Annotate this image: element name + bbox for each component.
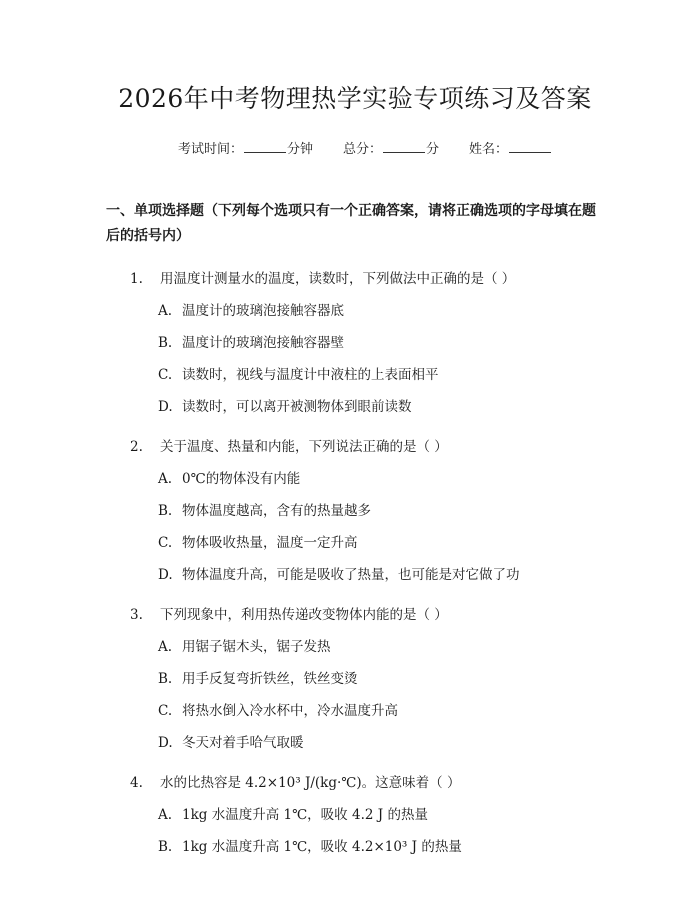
- question-1: [106, 269, 604, 289]
- answer-option: [158, 533, 604, 553]
- answer-option: [158, 501, 604, 521]
- option-letter: A.: [158, 639, 173, 655]
- option-text: 用手反复弯折铁丝，铁丝变烫: [182, 671, 358, 687]
- question-number: 3.: [130, 607, 143, 623]
- name-label: 姓名：: [469, 142, 509, 157]
- answer-option: [158, 637, 604, 657]
- question-text: 用温度计测量水的温度，读数时，下列做法中正确的是（ ）: [160, 271, 516, 287]
- question-text: 下列现象中，利用热传递改变物体内能的是（ ）: [160, 607, 448, 623]
- answer-option: [158, 333, 604, 353]
- option-text: 物体吸收热量，温度一定升高: [182, 535, 358, 551]
- option-letter: C.: [158, 367, 173, 383]
- document-title: 2026年中考物理热学实验专项练习及答案: [118, 84, 592, 113]
- question-3: [106, 605, 604, 625]
- option-text: 1kg 水温度升高 1℃，吸收 4.2×10³ J 的热量: [182, 839, 462, 855]
- option-text: 将热水倒入冷水杯中，冷水温度升高: [182, 703, 398, 719]
- option-text: 读数时，可以离开被测物体到眼前读数: [182, 399, 412, 415]
- option-text: 读数时，视线与温度计中液柱的上表面相平: [182, 367, 439, 383]
- total-score: [343, 139, 439, 159]
- answer-option: [158, 733, 604, 753]
- time-blank: [244, 139, 286, 153]
- option-letter: C.: [158, 703, 173, 719]
- time-label: 考试时间：: [177, 142, 243, 157]
- question-2: [106, 437, 604, 457]
- score-blank: [383, 139, 425, 153]
- question-list: [106, 269, 604, 857]
- question-number: 4.: [130, 775, 143, 791]
- time-unit: 分钟: [286, 142, 313, 157]
- answer-option: [158, 365, 604, 385]
- score-unit: 分: [426, 142, 440, 157]
- option-text: 冬天对着手哈气取暖: [182, 735, 304, 751]
- option-letter: B.: [158, 839, 173, 855]
- answer-option: [158, 469, 604, 489]
- option-letter: A.: [158, 471, 173, 487]
- answer-option: [158, 397, 604, 417]
- answer-option: [158, 805, 604, 825]
- question-text: 关于温度、热量和内能，下列说法正确的是（ ）: [160, 439, 448, 455]
- exam-meta: [106, 139, 604, 159]
- option-list: [158, 637, 604, 753]
- option-letter: A.: [158, 303, 173, 319]
- option-letter: C.: [158, 535, 173, 551]
- option-text: 用锯子锯木头，锯子发热: [182, 639, 331, 655]
- option-letter: B.: [158, 335, 173, 351]
- question-text: 水的比热容是 4.2×10³ J/(kg·℃)。这意味着（ ）: [160, 775, 461, 791]
- option-letter: D.: [158, 567, 173, 583]
- option-letter: A.: [158, 807, 173, 823]
- option-letter: B.: [158, 671, 173, 687]
- option-text: 0℃的物体没有内能: [182, 471, 301, 487]
- name-blank: [509, 139, 551, 153]
- option-list: [158, 301, 604, 417]
- option-text: 1kg 水温度升高 1℃，吸收 4.2 J 的热量: [182, 807, 428, 823]
- student-name: [469, 139, 552, 159]
- option-text: 物体温度升高，可能是吸收了热量，也可能是对它做了功: [182, 567, 520, 583]
- section-heading: 一、单项选择题（下列每个选项只有一个正确答案，请将正确选项的字母填在题后的括号内）: [106, 203, 596, 244]
- answer-option: [158, 669, 604, 689]
- option-text: 温度计的玻璃泡接触容器壁: [182, 335, 344, 351]
- answer-option: [158, 701, 604, 721]
- score-label: 总分：: [342, 142, 382, 157]
- question-4: [106, 773, 604, 793]
- option-text: 温度计的玻璃泡接触容器底: [182, 303, 344, 319]
- option-letter: D.: [158, 735, 173, 751]
- answer-option: [158, 301, 604, 321]
- answer-option: [158, 837, 604, 857]
- exam-time: [178, 139, 313, 159]
- option-letter: D.: [158, 399, 173, 415]
- option-list: [158, 805, 604, 857]
- option-text: 物体温度越高，含有的热量越多: [182, 503, 371, 519]
- question-number: 2.: [130, 439, 143, 455]
- option-letter: B.: [158, 503, 173, 519]
- question-number: 1.: [130, 271, 143, 287]
- answer-option: [158, 565, 604, 585]
- option-list: [158, 469, 604, 585]
